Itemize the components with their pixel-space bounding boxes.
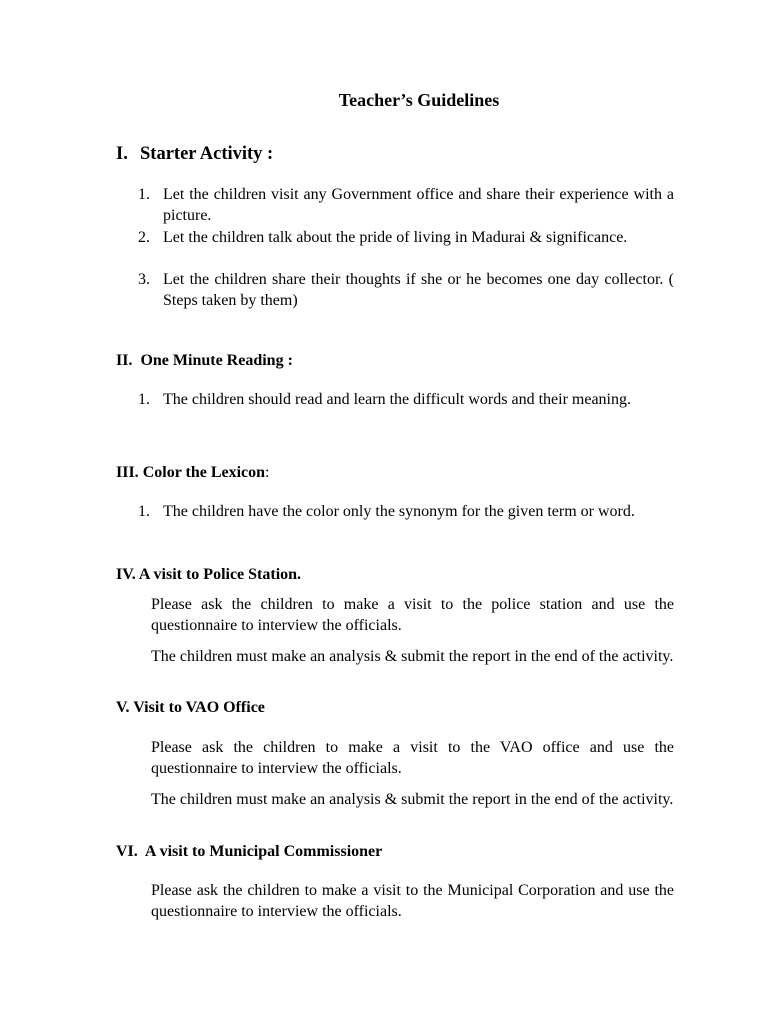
list-item-text: Let the children talk about the pride of living in Madurai & significance. xyxy=(163,229,628,246)
list-item-number: 2. xyxy=(138,229,150,246)
section-title: A visit to Police Station. xyxy=(138,566,302,583)
list-item-number: 1. xyxy=(138,391,150,408)
paragraph: Please ask the children to make a visit to the police station and use the questionnaire to interview the officials. xyxy=(151,596,674,634)
section-numeral: VI. xyxy=(116,843,138,860)
list-item-text: The children have the color only the synonym for the given term or word. xyxy=(163,503,635,520)
section-title: Starter Activity : xyxy=(140,144,274,164)
list-item-text: The children should read and learn the difficult words and their meaning. xyxy=(163,391,631,408)
section-title: One Minute Reading : xyxy=(140,352,293,369)
section-heading-police-station xyxy=(116,565,301,585)
list-item xyxy=(138,389,674,410)
paragraph: Please ask the children to make a visit to the Municipal Corporation and use the questionnaire to interview the officials. xyxy=(151,882,674,920)
section-numeral: IV. xyxy=(116,566,136,583)
section-numeral: III. xyxy=(116,464,139,481)
paragraph: Please ask the children to make a visit to the VAO office and use the questionnaire to interview the officials. xyxy=(151,739,674,777)
list-item xyxy=(138,501,674,522)
page-title: Teacher’s Guidelines xyxy=(338,90,500,110)
section-title: A visit to Municipal Commissioner xyxy=(144,843,383,860)
list-item-number: 1. xyxy=(138,186,150,203)
list-item-number: 3. xyxy=(138,271,150,288)
list-item xyxy=(138,269,674,311)
section-numeral: V. xyxy=(116,699,130,716)
section-heading-municipal-commissioner xyxy=(116,842,382,862)
section-title: Visit to VAO Office xyxy=(133,699,265,716)
section-heading-one-minute-reading xyxy=(116,351,293,371)
section-title: Color the Lexicon xyxy=(142,464,266,481)
list-item-text: Let the children visit any Government office and share their experience with a picture. xyxy=(163,186,674,224)
list-item xyxy=(138,184,674,226)
section-numeral: I. xyxy=(116,144,128,164)
list-item-number: 1. xyxy=(138,503,150,520)
list-item xyxy=(138,227,674,248)
section-title-suffix: : xyxy=(265,464,270,481)
section-heading-starter-activity xyxy=(116,143,273,165)
section-heading-color-the-lexicon xyxy=(116,463,270,483)
list-item-text: Let the children share their thoughts if she or he becomes one day collector. ( Steps taken by them) xyxy=(163,271,674,309)
section-heading-vao-office xyxy=(116,698,265,718)
paragraph: The children must make an analysis & submit the report in the end of the activity. xyxy=(151,791,674,808)
section-numeral: II. xyxy=(116,352,133,369)
paragraph: The children must make an analysis & submit the report in the end of the activity. xyxy=(151,648,674,665)
